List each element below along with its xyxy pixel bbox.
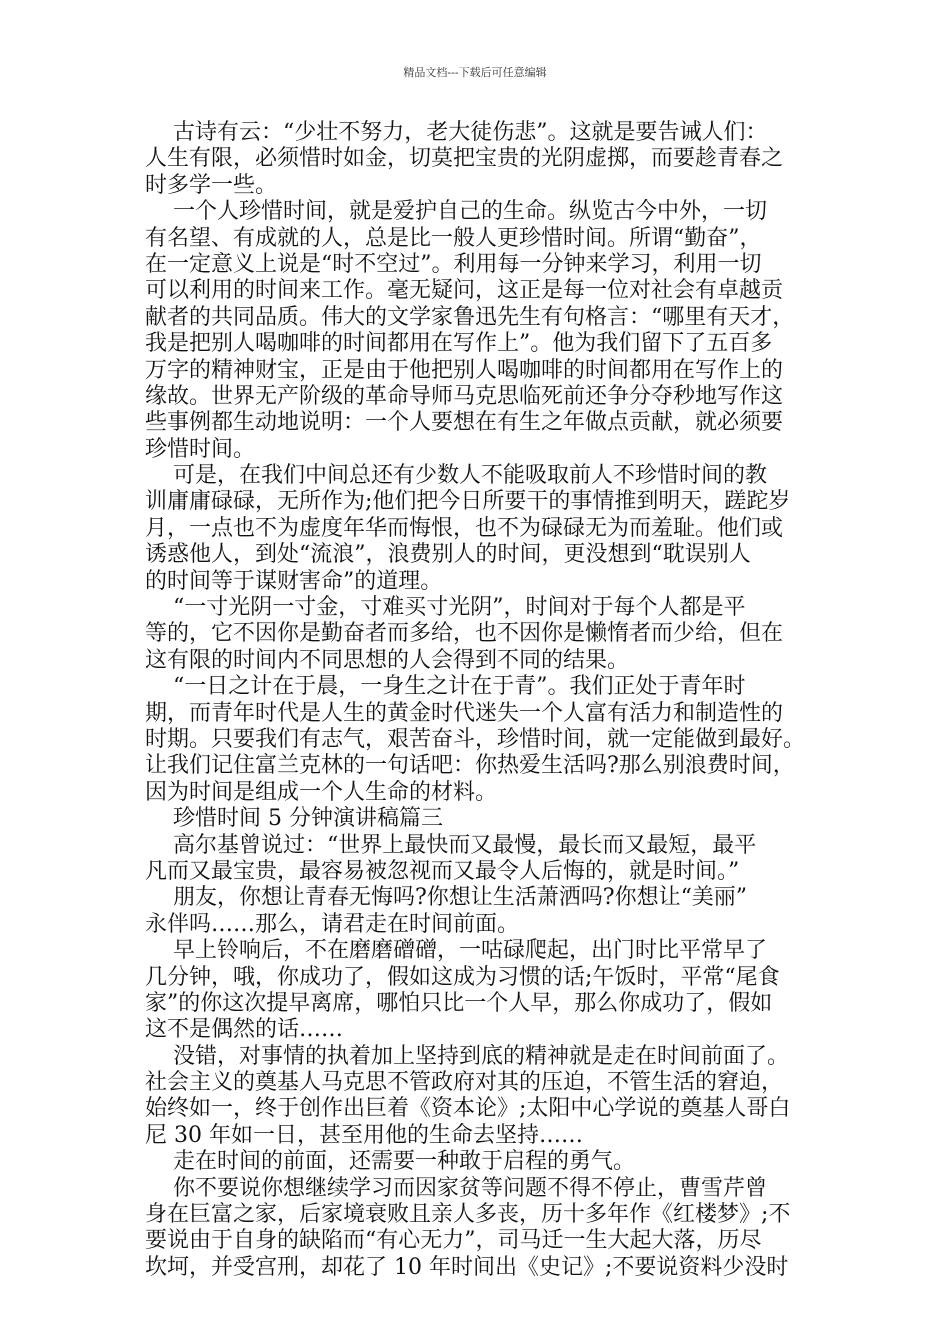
text-line: 期，而青年时代是人生的黄金时代迷失一个人富有活力和制造性的 <box>145 700 784 726</box>
text-line: 永伴吗……那么，请君走在时间前面。 <box>145 911 520 937</box>
text-line: “一寸光阴一寸金，寸难买寸光阴”，时间对于每个人都是平 <box>145 595 746 621</box>
text-line: 凡而又最宝贵，最容易被忽视而又最令人后悔的，就是时间。” <box>145 858 740 884</box>
text-line: 时期。只要我们有志气，艰苦奋斗，珍惜时间，就一定能做到最好。 <box>145 726 806 752</box>
text-line: 始终如一，终于创作出巨着《资本论》;太阳中心学说的奠基人哥白 <box>145 1096 791 1122</box>
text-line: 月，一点也不为虚度年华而悔恨，也不为碌碌无为而羞耻。他们或 <box>145 515 784 541</box>
text-line: 社会主义的奠基人马克思不管政府对其的压迫，不管生活的窘迫， <box>145 1070 784 1096</box>
text-line: 训庸庸碌碌，无所作为;他们把今日所要干的事情推到明天，蹉跎岁 <box>145 489 791 515</box>
text-line: 你不要说你想继续学习而因家贫等问题不得不停止，曹雪芹曾 <box>145 1175 767 1201</box>
text-line: 有名望、有成就的人，总是比一般人更珍惜时间。所谓“勤奋”， <box>145 225 762 251</box>
text-line: 人生有限，必须惜时如金，切莫把宝贵的光阴虚掷，而要趁青春之 <box>145 146 784 172</box>
section-heading: 珍惜时间 5 分钟演讲稿篇三 <box>145 806 443 832</box>
text-line: 走在时间的前面，还需要一种敢于启程的勇气。 <box>145 1149 635 1175</box>
text-line: 诱惑他人，到处“流浪”，浪费别人的时间，更没想到“耽误别人 <box>145 542 751 568</box>
text-line: 这有限的时间内不同思想的人会得到不同的结果。 <box>145 647 630 673</box>
text-line: 古诗有云：“少壮不努力，老大徒伤悲”。这就是要告诫人们： <box>145 120 768 145</box>
text-line: 我是把别人喝咖啡的时间都用在写作上”。他为我们留下了五百多 <box>145 331 773 357</box>
page-header: 精品文档---下载后可任意编辑 <box>403 66 547 79</box>
text-line: 的时间等于谋财害命”的道理。 <box>145 568 443 594</box>
text-line: 尼 30 年如一日，甚至用他的生命去坚持…… <box>145 1122 583 1148</box>
text-line: 在一定意义上说是“时不空过”。利用每一分钟来学习，利用一切 <box>145 251 762 277</box>
text-line: 时多学一些。 <box>145 172 278 198</box>
text-line: 早上铃响后，不在磨磨磳磳，一咕碌爬起，出门时比平常早了 <box>145 938 767 964</box>
text-line: 家”的你这次提早离席，哪怕只比一个人早，那么你成功了，假如 <box>145 990 773 1016</box>
text-line: 几分钟，哦，你成功了，假如这成为习惯的话;午饭时，平常“尾食 <box>145 964 780 990</box>
text-line: 可是，在我们中间总还有少数人不能吸取前人不珍惜时间的教 <box>145 463 767 489</box>
text-line: 一个人珍惜时间，就是爱护自己的生命。纵览古今中外，一切 <box>145 199 767 225</box>
text-line: 珍惜时间。 <box>145 436 256 462</box>
text-line: 等的，它不因你是勤奋者而多给，也不因你是懒惰者而少给，但在 <box>145 621 784 647</box>
text-line: 献者的共同品质。伟大的文学家鲁迅先生有句格言：“哪里有天才， <box>145 304 795 330</box>
text-line: 万字的精神财宝，正是由于他把别人喝咖啡的时间都用在写作上的 <box>145 357 784 383</box>
text-line: 这不是偶然的话…… <box>145 1017 344 1043</box>
text-line: “一日之计在于晨，一身生之计在于青”。我们正处于青年时 <box>145 674 746 700</box>
text-line: 没错，对事情的执着加上坚持到底的精神就是走在时间前面了。 <box>145 1043 789 1069</box>
text-line: 些事例都生动地说明：一个人要想在有生之年做点贡献，就必须要 <box>145 410 784 436</box>
text-line: 让我们记住富兰克林的一句话吧：你热爱生活吗?那么别浪费时间， <box>145 753 795 779</box>
text-line: 身在巨富之家，后家境衰败且亲人多丧，历十多年作《红楼梦》;不 <box>145 1202 791 1228</box>
text-line: 要说由于自身的缺陷而“有心无力”，司马迁一生大起大落，历尽 <box>145 1228 762 1254</box>
text-line: 因为时间是组成一个人生命的材料。 <box>145 779 498 805</box>
text-line: 朋友，你想让青春无悔吗?你想让生活萧洒吗?你想让“美丽” <box>145 885 748 911</box>
document-body <box>145 120 809 1281</box>
text-line: 缘故。世界无产阶级的革命导师马克思临死前还争分夺秒地写作这 <box>145 383 784 409</box>
text-line: 可以利用的时间来工作。毫无疑问，这正是每一位对社会有卓越贡 <box>145 278 784 304</box>
text-line: 坎坷，并受宫刑，却花了 10 年时间出《史记》;不要说资料少没时 <box>145 1254 789 1280</box>
text-line: 高尔基曾说过：“世界上最快而又最慢，最长而又最短，最平 <box>145 832 757 858</box>
